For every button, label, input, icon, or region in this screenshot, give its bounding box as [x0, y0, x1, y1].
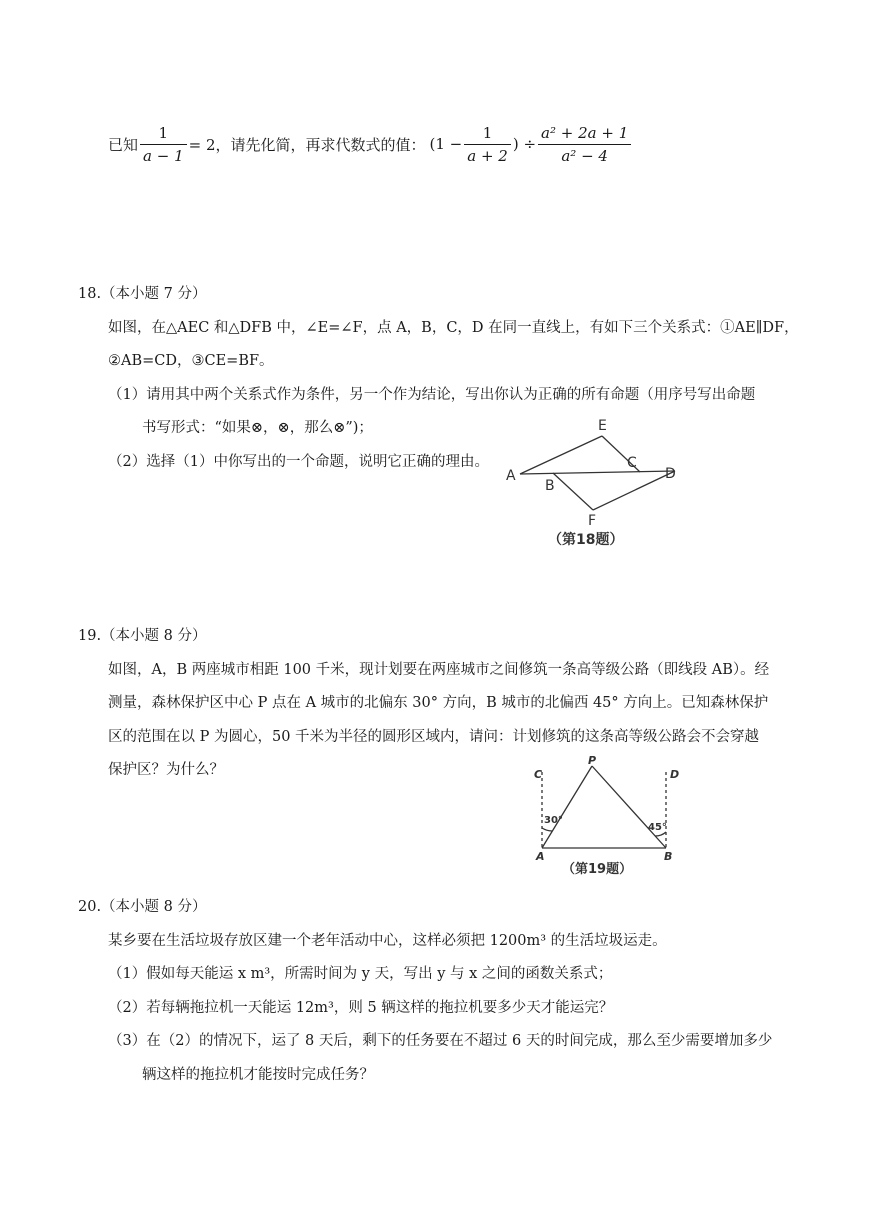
q19-segment-pb [592, 766, 666, 848]
q19-body-line-4: 保护区？为什么？ [108, 762, 224, 778]
q18-segment-df [593, 471, 675, 510]
q19-body-line-1: 如图，A，B 两座城市相距 100 千米，现计划要在两座城市之间修筑一条高等级公路（即线段 AB）。经 [108, 662, 770, 678]
q17-instruction: 请先化简，再求代数式的值： [230, 135, 426, 154]
q18-figure [500, 412, 700, 552]
q20-part2: （2）若每辆拖拉机一天能运 12m³，则 5 辆这样的拖拉机要多少天才能运完？ [108, 1000, 614, 1016]
q20-body: 某乡要在生活垃圾存放区建一个老年活动中心，这样必须把 1200m³ 的生活垃圾运走。 [108, 933, 667, 949]
q20-part1: （1）假如每天能运 x m³，所需时间为 y 天，写出 y 与 x 之间的函数关系式； [108, 966, 613, 982]
q19-angle-a: 30° [544, 815, 563, 826]
q19-label-a: A [536, 850, 545, 863]
q18-caption: （第18题） [548, 532, 624, 548]
q19-angle-b: 45° [648, 822, 667, 833]
q17-given-denominator: a − 1 [143, 146, 184, 165]
q19-segment-ap [542, 766, 592, 848]
q18-header: 18.（本小题 7 分） [78, 286, 207, 302]
q17-main-numerator: a² + 2a + 1 [538, 122, 631, 145]
q18-part1-line-2: 书写形式：“如果⊗，⊗，那么⊗”)； [142, 420, 373, 436]
q19-label-d: D [670, 768, 680, 781]
q17-expression-row [108, 118, 633, 170]
q20-header: 20.（本小题 8 分） [78, 899, 207, 915]
q18-label-e: E [598, 418, 607, 434]
q17-given-numerator: 1 [140, 122, 187, 145]
q17-expr-open: (1 − [429, 135, 463, 153]
q17-intro: 已知 [108, 135, 139, 154]
q18-label-f: F [588, 513, 597, 529]
q18-body-line-1: 如图，在△AEC 和△DFB 中，∠E=∠F，点 A，B，C，D 在同一直线上，有如下三个关系式：①AE∥DF， [108, 320, 799, 336]
q18-segment-fb [553, 473, 593, 510]
q18-label-b: B [545, 478, 555, 494]
q17-inner-fraction [464, 122, 511, 167]
q17-inner-numerator: 1 [464, 122, 511, 145]
q17-given-fraction [140, 122, 187, 167]
q19-angle-arc-a [542, 828, 552, 831]
q18-part2: （2）选择（1）中你写出的一个命题，说明它正确的理由。 [108, 454, 489, 470]
q17-expr-close: ) ÷ [512, 135, 537, 153]
q17-inner-denominator: a + 2 [467, 146, 508, 165]
q20-part3-line-2: 辆这样的拖拉机才能按时完成任务？ [142, 1067, 374, 1083]
q17-main-denominator: a² − 4 [561, 146, 608, 165]
q19-label-c: C [534, 768, 543, 781]
q19-label-p: P [588, 756, 597, 767]
q19-header: 19.（本小题 8 分） [78, 628, 207, 644]
q17-main-fraction [538, 122, 631, 167]
q19-label-b: B [664, 850, 673, 863]
q18-segment-ae [520, 436, 602, 474]
q18-part1-line-1: （1）请用其中两个关系式作为条件，另一个作为结论，写出你认为正确的所有命题（用序号写出命题 [108, 387, 756, 403]
q20-part3-line-1: （3）在（2）的情况下，运了 8 天后，剩下的任务要在不超过 6 天的时间完成，那么至少需要增加多少 [108, 1033, 773, 1049]
q19-caption: （第19题） [562, 862, 633, 877]
q19-body-line-3: 区的范围在以 P 为圆心，50 千米为半径的圆形区域内，请问：计划修筑的这条高等级公路会不会穿越 [108, 729, 760, 745]
q18-label-c: C [627, 455, 637, 471]
q18-label-d: D [665, 466, 676, 482]
q19-figure [528, 756, 688, 882]
q18-line-ad [520, 471, 675, 474]
q17-given-equals: = 2， [188, 135, 231, 154]
q18-body-line-2: ②AB=CD，③CE=BF。 [108, 353, 274, 369]
q18-label-a: A [506, 468, 516, 484]
q19-body-line-2: 测量，森林保护区中心 P 点在 A 城市的北偏东 30° 方向，B 城市的北偏西 45° 方向上。已知森林保护 [108, 695, 769, 711]
